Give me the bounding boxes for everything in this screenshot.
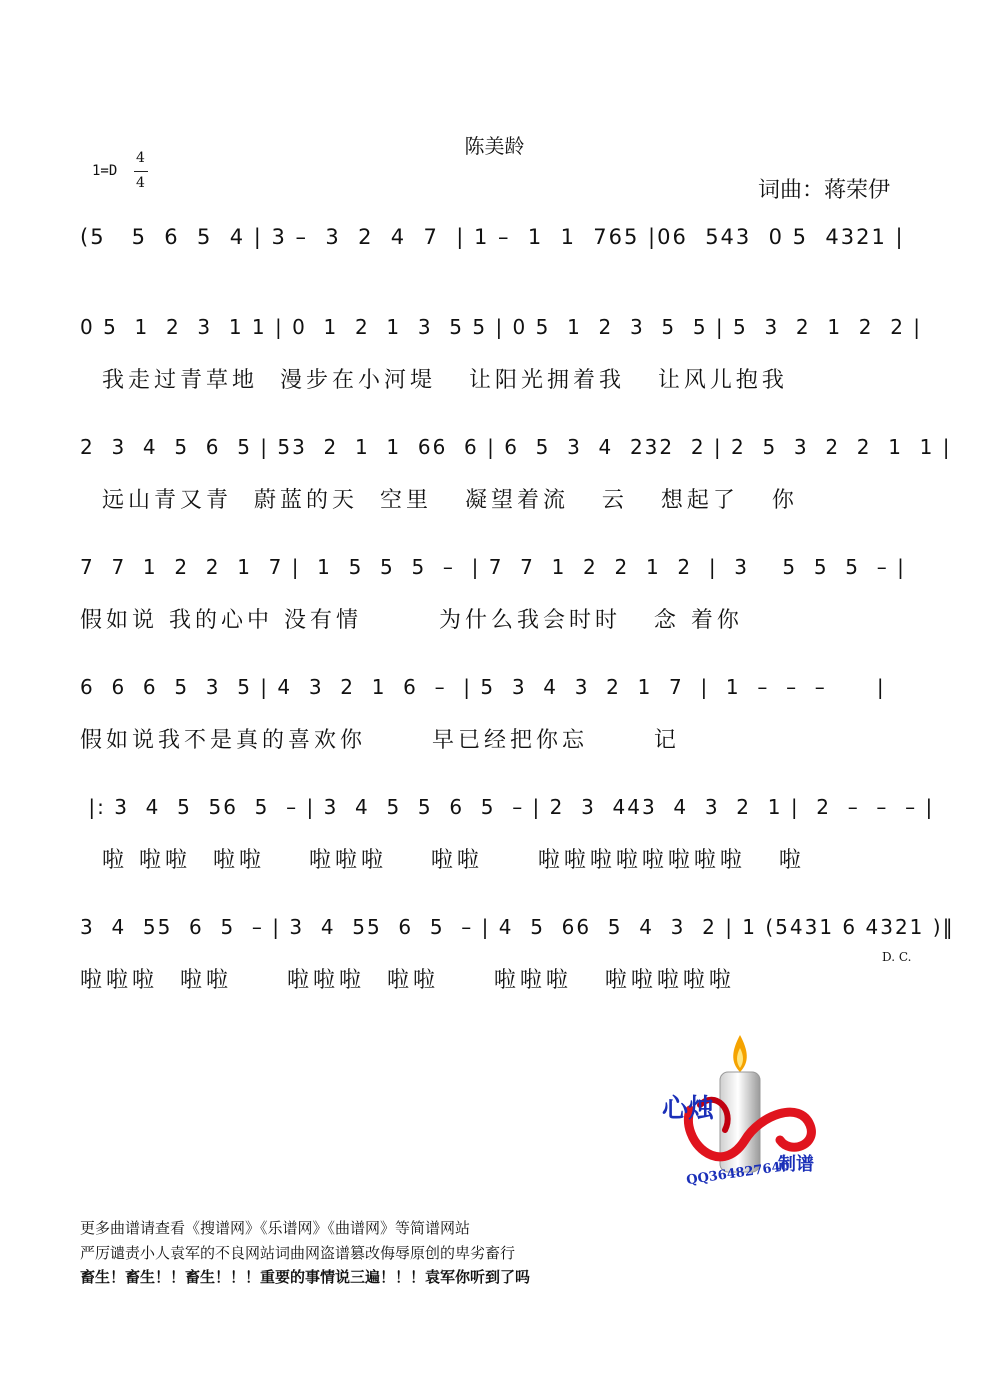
notes-line: (5 5 6 5 4 | 3 – 3 2 4 7 | 1 – 1 1 765 |06 543 0 5 4321 |	[80, 225, 905, 249]
notes-line: 6 6 6 5 3 5 | 4 3 2 1 6 – | 5 3 4 3 2 1 7 | 1 – – – |	[80, 675, 886, 699]
lyrics-line: 远山青又青 蔚蓝的天 空里 凝望着流 云 想起了 你	[80, 488, 798, 513]
notes-line: |: 3 4 5 56 5 – | 3 4 5 5 6 5 – | 2 3 443 4 3 2 1 | 2 – – – |	[80, 795, 935, 819]
logo-qq: QQ364827640	[685, 1158, 791, 1189]
footer-line-2: 严厉谴责小人袁军的不良网站词曲网盗谱篡改侮辱原创的卑劣畜行	[80, 1244, 516, 1262]
notes-line: 0 5 1 2 3 1 1 | 0 1 2 1 3 5 5 | 0 5 1 2 3 5 5 | 5 3 2 1 2 2 |	[80, 315, 923, 339]
score-row-4	[80, 555, 910, 675]
lyrics-line: 啦 啦啦 啦啦 啦啦啦 啦啦 啦啦啦啦啦啦啦啦 啦	[80, 848, 805, 873]
lyrics-line: 假如说我不是真的喜欢你 早已经把你忘 记	[80, 728, 680, 753]
score-row-6	[80, 795, 935, 915]
score-row-5	[80, 675, 910, 795]
score-row-2	[80, 315, 923, 435]
score-row-7	[80, 915, 955, 1035]
composer-credit: 词曲：蒋荣伊	[758, 178, 891, 203]
song-title: 陈美龄	[464, 134, 525, 158]
footer-line-3: 畜生！畜生！！畜生！！！重要的事情说三遍！！！袁军你听到了吗	[80, 1268, 531, 1286]
time-signature-bottom: 4	[136, 175, 145, 191]
da-capo-mark: D. C.	[882, 950, 912, 964]
notes-line: 3 4 55 6 5 – | 3 4 55 6 5 – | 4 5 66 5 4 3 2 | 1 (5431 6 4321 )‖	[80, 915, 955, 939]
time-signature-divider	[134, 171, 148, 172]
key-signature: 1=D	[92, 163, 118, 179]
time-signature-top: 4	[136, 150, 145, 166]
footer-line-1: 更多曲谱请查看《搜谱网》《乐谱网》《曲谱网》等简谱网站	[80, 1219, 471, 1237]
logo-text: 心烛	[662, 1094, 715, 1124]
notes-line: 2 3 4 5 6 5 | 53 2 1 1 66 6 | 6 5 3 4 232 2 | 2 5 3 2 2 1 1 |	[80, 435, 952, 459]
logo-subtext: 制谱	[778, 1154, 814, 1175]
notes-line: 7 7 1 2 2 1 7 | 1 5 5 5 – | 7 7 1 2 2 1 2 | 3 5 5 5 – |	[80, 555, 906, 579]
lyrics-line: 假如说 我的心中 没有情 为什么我会时时 念 着你	[80, 608, 743, 633]
score-row-3	[80, 435, 952, 555]
lyrics-line: 我走过青草地 漫步在小河堤 让阳光拥着我 让风儿抱我	[80, 368, 788, 393]
lyrics-line: 啦啦啦 啦啦 啦啦啦 啦啦 啦啦啦 啦啦啦啦啦	[80, 968, 735, 993]
